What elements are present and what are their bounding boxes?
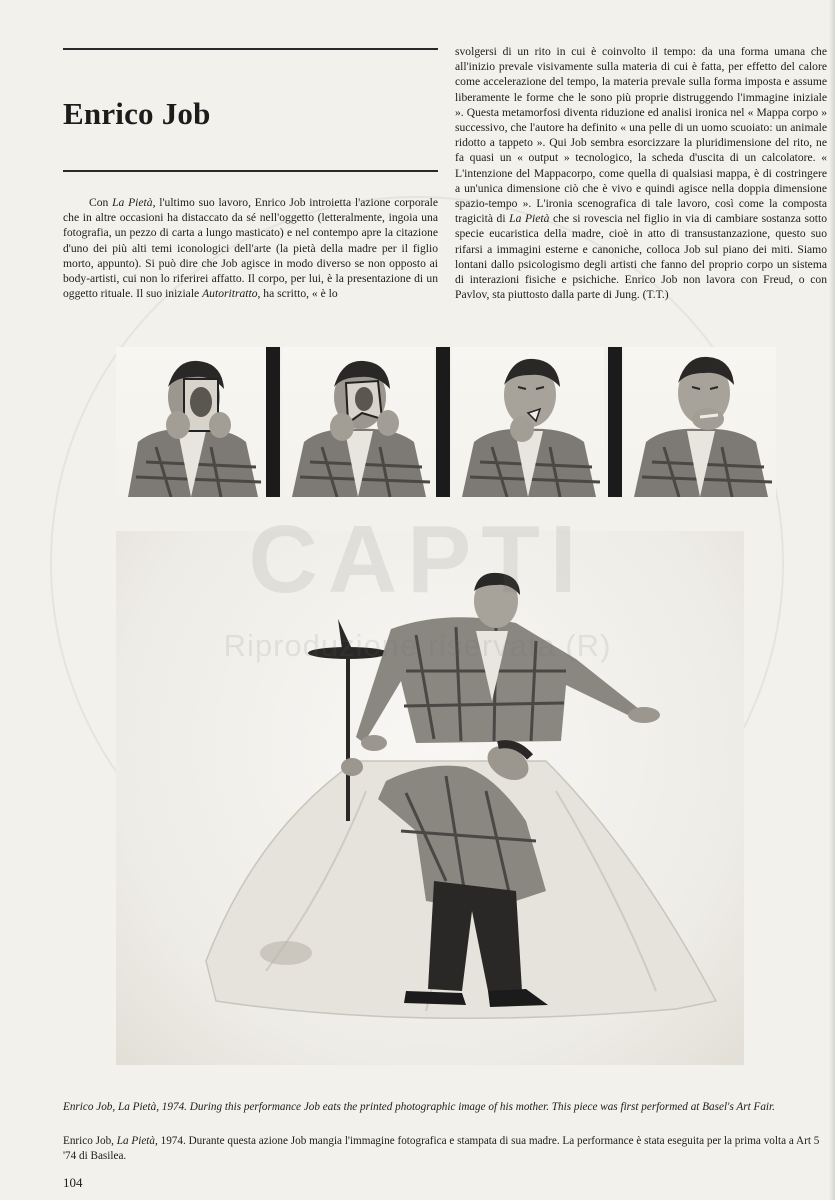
text-run: Enrico Job, (63, 1135, 117, 1147)
article-title: Enrico Job (63, 96, 211, 131)
photo-frame-1 (116, 347, 266, 497)
pieta-performance-image (116, 531, 744, 1065)
title-underline (63, 170, 438, 172)
text-run: svolgersi di un rito in cui è coinvolto il tempo: da una forma umana che all'inizio prevale visivamente sulla materia di cui è fatta, per effetto del calore come accelerazione del tempo, la materia prevale sulla forma imposta e assume liberamente le forme che le sono più proprie distruggendo l'immagine iniziale ». Questa metamorfosi diventa riduzione ed analisi ironica nel « Mappa corpo » successivo, che l'autore ha definito « una pelle di un uomo scuoiato: un animale ridotto a tappeto ». Qui Job sembra esorcizzare la pluridimensione del rito, ne fa quasi un « output » tecnologico, la scheda d'uscita di un calcolatore. « L'intenzione del Mappacorpo, come quella di qualsiasi mappa, è di costringere a un'unica dimensione ciò che è vivo e quindi agisce nella doppia dimensione spazio-tempo ». L'ironia scenografica di tale lavoro, così come la composta tragicità di (455, 45, 827, 226)
work-title: La Pietà, (112, 196, 156, 209)
separator-bar (266, 347, 280, 497)
top-rule (63, 48, 438, 50)
page-edge-shadow (829, 0, 835, 1200)
article-column-right (455, 44, 827, 302)
text-run: , 1974. Durante questa azione Job mangia l'immagine fotografica e stampata di sua madre. La performance è stata eseguita per la prima volta a Art 5 '74 di Basilea. (63, 1135, 820, 1162)
text-run: Con (89, 196, 113, 209)
man-holding-photo-image (116, 347, 266, 497)
work-title: La Pietà (509, 212, 550, 226)
caption-italian (63, 1134, 827, 1163)
photo-frame-3 (452, 347, 604, 497)
man-eating-photo-image (452, 347, 604, 497)
separator-bar (608, 347, 622, 497)
man-chewing-image (624, 347, 776, 497)
article-column-left (63, 195, 438, 301)
man-tearing-photo-image (282, 347, 434, 497)
photo-frame-4 (624, 347, 776, 497)
work-title: Autoritratto, (202, 287, 261, 301)
text-run: ha scritto, « è lo (260, 287, 338, 301)
caption-english: Enrico Job, La Pietà, 1974. During this performance Job eats the printed photographic image of his mother. This piece was first performed at Basel's Art Fair. (63, 1101, 775, 1113)
text-run: che si rovescia nel figlio in via di cambiare sostanza sotto specie eucaristica della madre, cioè in atto di transustanzazione, questo suo rifarsi a immagini esterne e canoniche, colloca Job sul piano dei miti. Siamo lontani dallo psicologismo degli artisti che fanno del proprio corpo un sistema di interazioni fisiche e psichiche. Enrico Job non lavora con Freud, o con Pavlov, sta piuttosto dalla parte di Jung. (T.T.) (455, 212, 827, 302)
work-title: La Pietà (116, 1135, 155, 1147)
page-number: 104 (63, 1175, 83, 1190)
separator-bar (436, 347, 450, 497)
text-run: l'ultimo suo lavoro, Enrico Job introietta l'azione corporale che in altre occasioni ha distaccato da sé nell'oggetto (letteralmente, ingoia una fotografia, un pezzo di carta a lungo masticato) e nel contempo apre la citazione d'uno dei più alti temi iconologici dell'arte (la pietà della madre per il figlio morto, appunto). Si può dire che Job agisce in modo diverso se non opposto ai body-artisti, cui non lo riferirei affatto. Il corpo, per lui, è la presentazione di un oggetto rituale. Il suo iniziale (63, 196, 438, 301)
performance-photograph (116, 531, 744, 1065)
photo-frame-2 (282, 347, 434, 497)
photo-sequence (116, 347, 776, 497)
